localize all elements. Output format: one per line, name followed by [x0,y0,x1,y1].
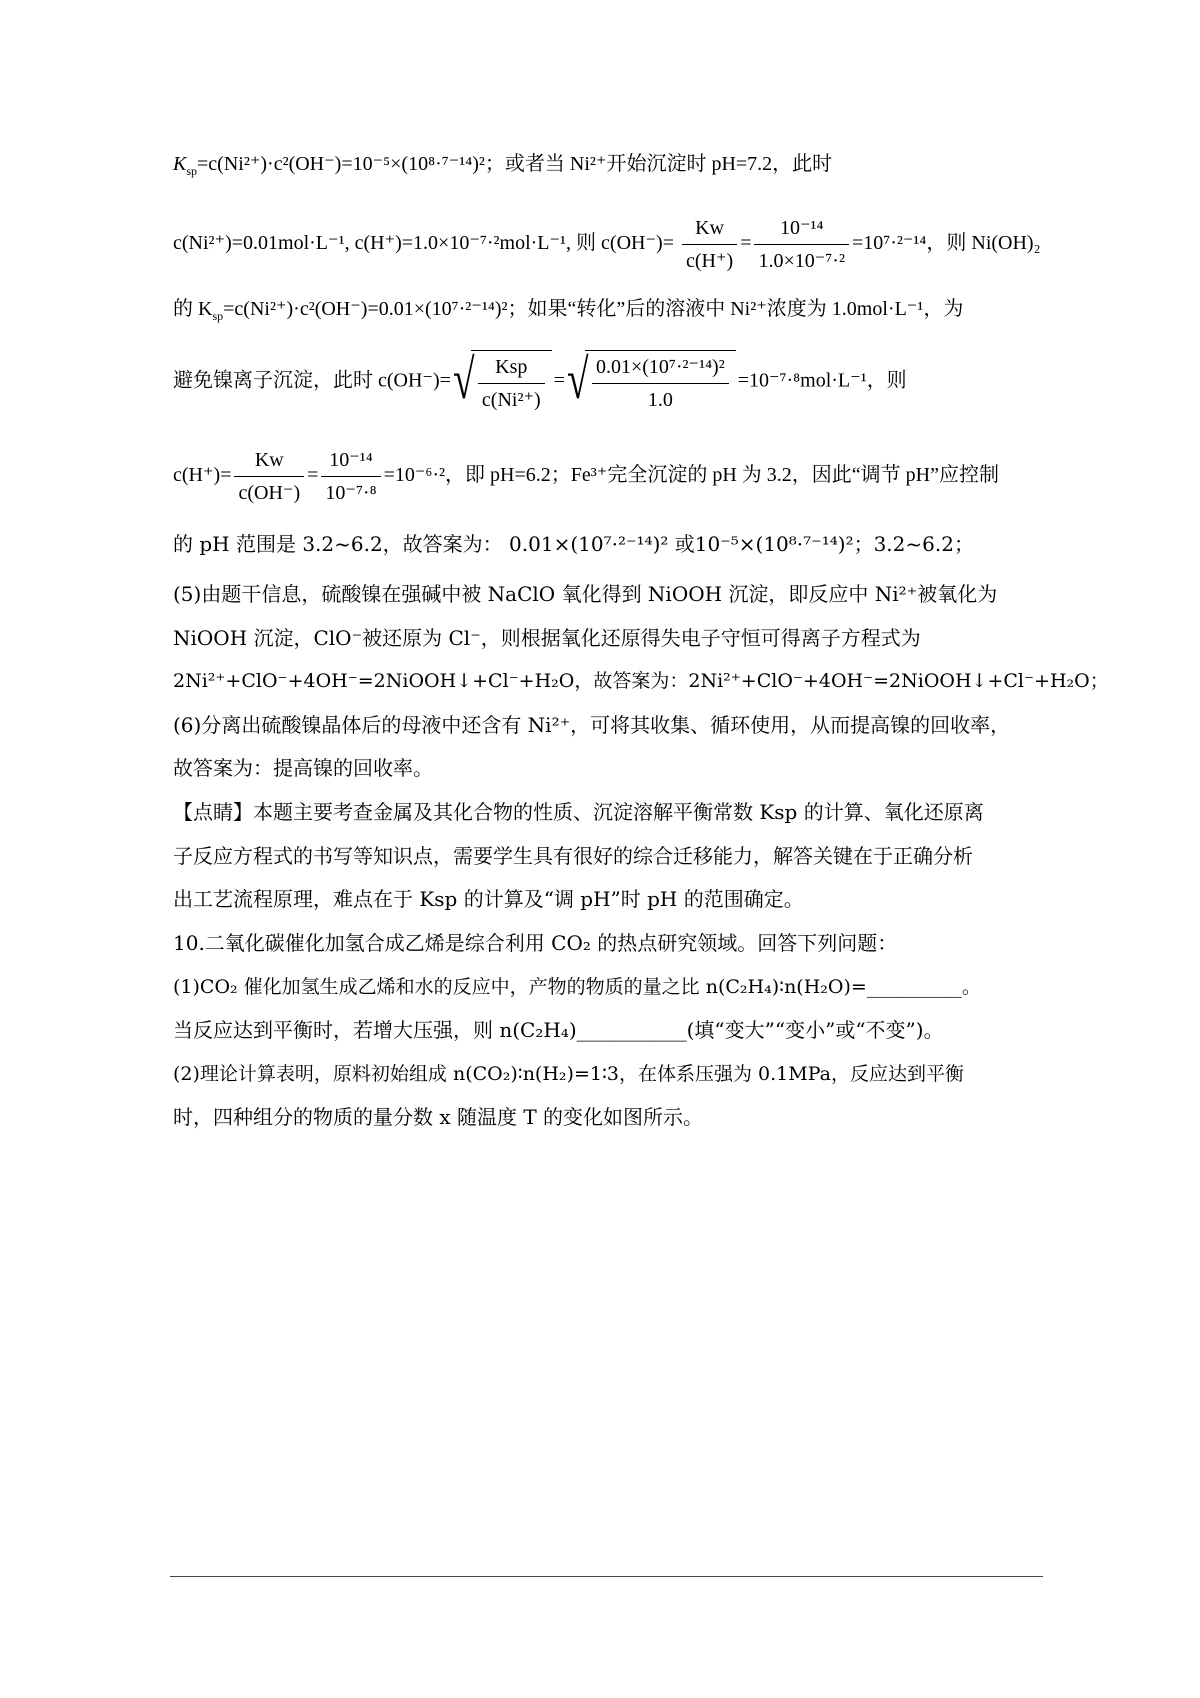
fraction-numerator: Ksp [478,353,545,384]
footer-divider [170,1576,1043,1577]
fraction-numerator: Kw [682,214,737,245]
solution-text-5a: c(H⁺)= [173,464,232,487]
fraction-numerator: 10⁻¹⁴ [321,446,380,477]
ksp-expression-1: =c(Ni²⁺)·c²(OH⁻)=10⁻⁵×(10⁸·⁷⁻¹⁴)² [197,153,485,175]
question-10-title: 10.二氧化碳催化加氢合成乙烯是综合利用 CO₂ 的热点研究领域。回答下列问题： [173,931,898,955]
solution-text-3b: ；如果“转化”后的溶液中 Ni²⁺浓度为 1.0mol·L⁻¹，为 [507,298,964,320]
solution-text-2b: =10⁷·²⁻¹⁴，则 Ni(OH)₂ [851,232,1041,255]
fraction-denominator: 10⁻⁷·⁸ [325,482,377,504]
solution-text-4a: 避免镍离子沉淀，此时 c(OH⁻)= [173,369,451,392]
fraction-denominator: 1.0×10⁻⁷·² [758,250,845,272]
fraction-denominator: c(Ni²⁺) [481,389,541,411]
note-line-3: 出工艺流程原理，难点在于 Ksp 的计算及“调 pH”时 pH 的范围确定。 [173,887,804,911]
solution-line-6: 的 pH 范围是 3.2~6.2，故答案为： 0.01×(10⁷·²⁻¹⁴)² 或10⁻⁵×(10⁸·⁷⁻¹⁴)²；3.2~6.2； [173,532,974,556]
solution-line-1 [173,150,1043,178]
fraction-numeric [321,446,380,507]
fraction-numerator: Kw [234,446,304,477]
question-10-part-2a: (2)理论计算表明，原料初始组成 n(CO₂)∶n(H₂)=1∶3，在体系压强为 0.1MPa，反应达到平衡 [173,1063,964,1085]
ksp-symbol: K [173,153,187,175]
fraction-under-root [478,353,545,414]
solution-line-5: c(H⁺)= $\frac{Kw}{c(OH^-)}$ = $\frac{\text{10⁻¹⁴}}{\text{10⁻⁷·⁸}}$ =10⁻⁶·²，即 pH=6.2；Fe³⁺完全沉淀的 pH 为 3.2，因此“调节 pH”应控制 [173,446,1043,507]
solution-text-2a: c(Ni²⁺)=0.01mol·L⁻¹, c(H⁺)=1.0×10⁻⁷·²mol·L⁻¹, 则 c(OH⁻)= [173,232,674,255]
solution-text-5b: =10⁻⁶·²，即 pH=6.2；Fe³⁺完全沉淀的 pH 为 3.2，因此“调节 pH”应控制 [383,464,999,487]
ksp-subscript: sp [186,164,198,178]
ksp-expression-2: =c(Ni²⁺)·c²(OH⁻)=0.01×(10⁷·²⁻¹⁴)² [223,298,508,320]
fraction-denominator: 1.0 [647,389,673,411]
solution-line-8: NiOOH 沉淀，ClO⁻被还原为 Cl⁻，则根据氧化还原得失电子守恒可得离子方程式为 [173,626,921,650]
solution-line-7: (5)由题干信息，硫酸镍在强碱中被 NaClO 氧化得到 NiOOH 沉淀，即反应中 Ni²⁺被氧化为 [173,582,998,606]
fraction-numerator: 0.01×(10⁷·²⁻¹⁴)² [592,353,729,384]
fraction-denominator: c(H⁺) [685,250,734,272]
solution-line-4: 避免镍离子沉淀，此时 c(OH⁻)= √ $\frac{\text{Ksp}}{\text{c(Ni²⁺)}}$ = √ $\frac{\text{0.01×(10⁷·²⁻¹⁴)²}}{1.0}$ =10⁻⁷·⁸mol·L⁻¹，则 [173,350,1043,414]
radical-sign-icon: √ [452,349,475,411]
solution-line-10: (6)分离出硫酸镍晶体后的母液中还含有 Ni²⁺，可将其收集、循环使用，从而提高镍的回收率， [173,713,1011,737]
fraction-denominator: c(OH⁻) [238,482,301,504]
radical-sign-icon: √ [566,349,589,411]
solution-line-3 [173,295,1043,323]
fraction-numeric [754,214,848,275]
solution-text-1: ；或者当 Ni²⁺开始沉淀时 pH=7.2，此时 [484,153,833,175]
fraction-kw-over-coh [234,446,304,507]
fraction-numerator: 10⁻¹⁴ [754,214,848,245]
solution-line-11: 故答案为：提高镍的回收率。 [173,756,433,780]
ksp-subscript: sp [212,309,224,323]
solution-line-2: c(Ni²⁺)=0.01mol·L⁻¹, c(H⁺)=1.0×10⁻⁷·²mol·L⁻¹, 则 c(OH⁻)= $\frac{Kw}{c(H^+)}$ = $\frac{\text{10⁻¹⁴}}{\text{1.0×10⁻⁷·²}}$ =10⁷·²⁻¹⁴，则 Ni(OH)₂ [173,214,1043,275]
note-line-2: 子反应方程式的书写等知识点，需要学生具有很好的综合迁移能力，解答关键在于正确分析 [173,844,973,868]
question-10-part-1b: 当反应达到平衡时，若增大压强，则 n(C₂H₄)___________(填“变大”“变小”或“不变”)。 [173,1018,944,1042]
sqrt-numeric [567,350,736,414]
solution-line-9: 2Ni²⁺+ClO⁻+4OH⁻=2NiOOH↓+Cl⁻+H₂O，故答案为：2Ni²⁺+ClO⁻+4OH⁻=2NiOOH↓+Cl⁻+H₂O； [173,670,1109,692]
sqrt-ksp-over-cni [453,350,552,414]
solution-text-4b: =10⁻⁷·⁸mol·L⁻¹，则 [737,369,907,392]
fraction-under-root [592,353,729,414]
question-10-part-1a: (1)CO₂ 催化加氢生成乙烯和水的反应中，产物的物质的量之比 n(C₂H₄)∶n(H₂O)=__________。 [173,976,981,998]
question-10-part-2b: 时，四种组分的物质的量分数 x 随温度 T 的变化如图所示。 [173,1105,704,1129]
solution-text-3a: 的 K [173,298,213,320]
fraction-kw-over-ch [682,214,737,275]
note-line-1: 【点睛】本题主要考查金属及其化合物的性质、沉淀溶解平衡常数 Ksp 的计算、氧化还原离 [173,800,984,824]
